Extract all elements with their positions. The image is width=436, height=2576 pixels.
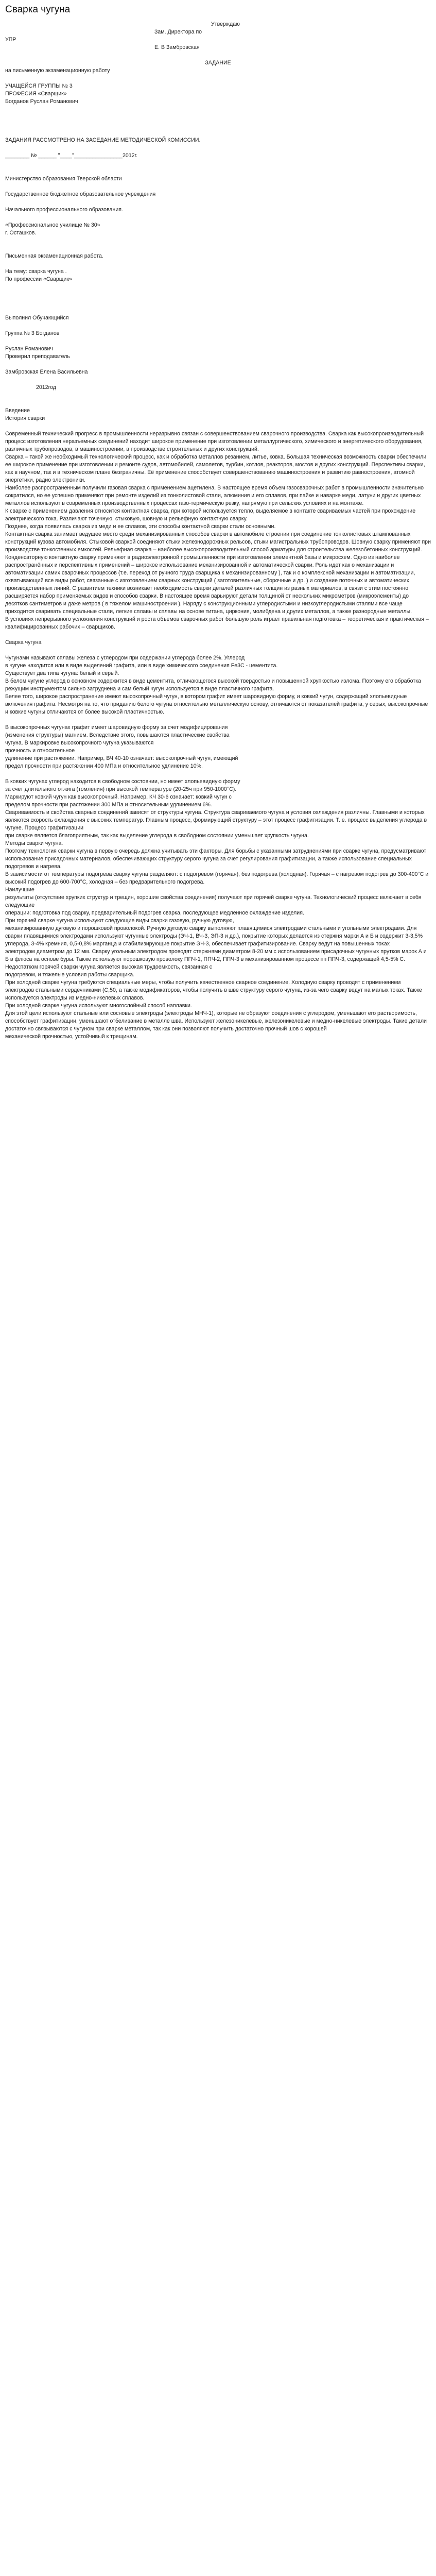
body-paragraph: результаты (отсутствие хрупких структур и трещин, хорошие свойства соединения) получают при горячей сварке чугуна. Технологический процесс включает в себя следующие: [5, 894, 423, 908]
commission-heading: ЗАДАНИЯ РАССМОТРЕНО НА ЗАСЕДАНИЕ МЕТОДИЧЕСКОЙ КОМИССИИ.: [5, 137, 201, 143]
section-title: Сварка чугуна: [5, 639, 42, 646]
exam-profession: По профессии «Сварщик»: [5, 276, 72, 282]
checker-label: Проверил преподаватель: [5, 353, 70, 360]
intro-paragraph: Наиболее распространенным получили газовая сварка с применением ацетилена. В настоящее время объем газосварочных работ в промышленности значительно сократился, но ее успешно применяют при ремонте изделий из тонколистовой стали, алюминия и его сплавов, при пайке и наварке меди, латуни и других цветных металлов используют в современных производственных процессах газо-термическую резку, напрямую при сельских условиях и на монтаже.: [5, 485, 426, 506]
exam-type: Письменная экзаменационная работа.: [5, 253, 103, 259]
body-paragraph: В ковких чугунах углерод находится в свободном состоянии, но имеет хлопьевидную форму: [5, 778, 240, 785]
body-paragraph: При горячей сварке чугуна используют следующие виды сварки газовую, ручную дуговую,: [5, 918, 234, 924]
checker-name: Замбровская Елена Васильевна: [5, 369, 88, 375]
toc-history: История сварки: [5, 415, 45, 421]
body-paragraph: Наилучшие: [5, 887, 34, 893]
body-paragraph: за счет длительного отжига (томления) при высокой температуре (20-25ч при 950-1000°C).: [5, 786, 237, 792]
body-paragraph: Для этой цели используют стальные или сосновые электроды (электроды МНЧ-1), которые не образуют соединения с углеродом, уменьшают его растворимость, способствует графитизации, уменьшают отбеливание в металле шва. Используют железоникелевые, железоникелевые и медно-никелевые электроды. Такие детали достаточно связываются с чугуном при сварке металлом, так как они позволяют получить достаточно прочный шов с хорошей: [5, 1010, 428, 1032]
body-paragraph: Свариваемость и свойства сварных соединений зависят от структуры чугуна. Структура свариваемого чугуна и условия охлаждения различны. Главными и которых являются скорость охлаждения с высоких температур. Главным процесс, формирующий структуру – этот процесс графитизации. Т. е. процесс выделения углерода в чугуне. Процесс графитизации: [5, 809, 429, 831]
body-paragraph: пределом прочности при растяжении 300 МПа и относительным удлинением 6%.: [5, 802, 212, 808]
body-paragraph: В высокопрочных чугунах графит имеет шаровидную форму за счет модифицирования: [5, 724, 228, 731]
ministry-line-2: Государственное бюджетное образовательное учреждения: [5, 191, 156, 197]
body-paragraph: Поэтому технология сварки чугуна в первую очередь должна учитывать эти факторы. Для борьбы с указанными затруднениями при сварке чугуна, предусматривают использование присадочных материалов, обеспечивающих структуру серого чугуна за счет регулирования графитизации, а также использование специальных подогревов и нагрева.: [5, 848, 428, 870]
body-paragraph: операции: подготовка под сварку, предварительный подогрев сварка, последующее медленное охлаждение изделия.: [5, 910, 304, 916]
body-paragraph: При холодной сварке чугуна используют многослойный способ наплавки.: [5, 1003, 192, 1009]
body-paragraph: удлинение при растяжении. Например, ВЧ 40-10 означает: высокопрочный чугун, имеющий: [5, 755, 238, 761]
upr-text: УПР: [5, 37, 16, 43]
body-paragraph: Белее того, широкое распространение имеют высокопрочный чугун, в котором графит имеет шаровидную форму, и ковкий чугун, содержащий хлопьевидные включения графита. Несмотря на то, что приданию белого чугуна относительно металлическую основу, отличаются от показателей графита, у серых, высокопрочные и ковкие чугуны отличаются от более высокой пластичностью.: [5, 693, 430, 715]
assignment-subtitle: на письменную экзаменационную работу: [5, 67, 110, 74]
body-paragraph: При холодной сварке чугуна требуются специальные меры, чтобы получить качественное сварное соединение. Холодную сварку проводят с применением электродов стальными сердечниками (С,50, а также модификаторов, чтобы получить в шве структуру серого чугуна, из-за чего сварку ведут на малых токах. Также используется электроды из медно-никелевых сплавов.: [5, 979, 424, 1001]
body-paragraph: Методы сварки чугуна.: [5, 840, 63, 846]
intro-paragraph: К сварке с применением давления относится контактная сварка, при которой используется тепло, выделяемое в контакте свариваемых частей при прохождение электрического тока. Различают точечную, стыковую, шовную и рельефную контактную сварку.: [5, 508, 417, 522]
body-paragraph: В белом чугуне углерод в основном содержится в виде цементита, отличающегося высокой твердостью и повышенной хрупкостью излома. Поэтому его обработка режущим инструментом сильно затруднена и сам белый чугун используется в виде пластичного графита.: [5, 678, 423, 692]
body-paragraph: электродом диаметром до 12 мм. Сварку угольным электродом проводят стержнями диаметром 8-20 мм с использованием присадочных чугунных прутков марок А и Б в флюса на основе буры. Также используют порошковую проволоку ППЧ-1, ППЧ-2, ППЧ-3 в механизированном процессе пп ППЧ-3, содержащей 4,5-5% С.: [5, 948, 428, 962]
ministry-line-5: г. Осташков.: [5, 230, 37, 236]
page-title: Сварка чугуна: [5, 4, 71, 15]
ministry-line-1: Министерство образования Тверской области: [5, 176, 122, 182]
body-paragraph: В зависимости от температуры подогрева сварку чугуна разделяют: с подогревом (горячая), без подогрева (холодная). Горячая – с нагревом подогрев до 300-400°C и высокий подогрев до 600-700°C, холодная – без предварительного подогрева.: [5, 871, 430, 885]
student-name: Богданов Руслан Романович: [5, 98, 78, 105]
commission-date: ________ № ______ "____"________________2012г.: [5, 152, 138, 159]
performer-name: Руслан Романович: [5, 346, 53, 352]
performer-label: Выполнил Обучающийся: [5, 315, 69, 321]
body-paragraph: предел прочности при растяжении 400 МПа и относительное удлинение 10%.: [5, 763, 203, 769]
ministry-line-3: Начального профессионального образования.: [5, 207, 123, 213]
director-name: Е. В Замбровская: [154, 44, 200, 50]
body-paragraph: при сварке является благоприятным, так как выделение углерода в свободном состоянии уменьшает хрупкость чугуна.: [5, 833, 309, 839]
body-paragraph: чугуна. В маркировке высокопрочного чугуна указываются: [5, 740, 154, 746]
profession: ПРОФЕСИЯ «Сварщик»: [5, 91, 67, 97]
body-paragraph: в чугуне находится или в виде выделений графита, или в виде химического соединения Fe3C - цементита.: [5, 663, 278, 669]
intro-paragraph: Сварка – такой же необходимый технологический процесс, как и обработка металлов резанием, литье, ковка. Большая техническая возможность сварки обеспечили ее широкое применение при изготовлении и ремонте судов, автомобилей, самолетов, турбин, котлов, реакторов, мостов и других конструкций. Перспективы сварки, как в научном, так и в техническом плане безграничны. Её применение способствует совершенствованию машиностроения и развитию равностроения, атомной энергетики, радио электроники.: [5, 454, 428, 483]
body-paragraph: Чугунами называют сплавы железа с углеродом при содержании углерода более 2%. Углерод: [5, 655, 245, 661]
body-paragraph: (изменения структуры) магнием. Вследствие этого, повышаются пластические свойства: [5, 732, 230, 738]
intro-paragraph: В условиях непрерывного усложнения конструкций и роста объемов сварочных работ большую роль играет правильная подготовка – теоретическая и практическая – квалифицированных рабочих – сварщиков.: [5, 616, 430, 630]
body-paragraph: прочность и относительное: [5, 748, 75, 754]
body-paragraph: Существует два типа чугуна: белый и серый.: [5, 670, 119, 676]
performer-group: Группа № 3 Богданов: [5, 330, 60, 336]
body-paragraph: механизированную дуговую и порошковой проволокой. Ручную дуговую сварку выполняют плавящимися электродами стальными и угольными электродами. Для сварки плавящимися электродами используют чугунные электроды (ЭЧ-1, ВЧ-3, ЭП-3 и др.), покрытие которых делается из стержня марки А и Б и содержит 3-3,5% углерода, 3-4% кремния, 0,5-0,8% марганца и стабилизирующие покрытие ЭЧ-3, обеспечивает графитизирование. Сварку ведут на повышенных токах: [5, 925, 424, 947]
body-paragraph: подогревом, и тяжелые условия работы сварщика.: [5, 972, 135, 978]
document-year: 2012год: [36, 384, 57, 391]
ministry-line-4: «Профессиональное училище № 30»: [5, 222, 100, 228]
document-body: [5, 21, 431, 1041]
intro-paragraph: Современный технический прогресс в промышленности неразрывно связан с совершенствованием сварочного производства. Сварка как высокопроизводительный процесс изготовления неразъемных соединений находит широкое применение при изготовлении металлургического, химического и энергетического оборудования, различных трубопроводов, в машиностроении, в производстве строительных и других конструкций.: [5, 431, 425, 452]
intro-paragraph: Контактная сварка занимает ведущее место среди механизированных способов сварки в автомобиле строении при соединение тонколистовых штампованных конструкций кузова автомобиля. Стыковой сваркой соединяют стыки железнодорожных рельсов, стыки магистральных трубопроводов. Шовную сварку применяют при производстве тонкостенных емкостей. Рельефная сварка – наиболее высокопроизводительный способ арматуры для строительства железобетонных конструкций. Конденсаторную контактную сварку применяют в радиоэлектронной промышленности при изготовлении элементной базы и микросхем. Одно из наиболее распространённых и перспективных применений – широкое использование механизированной и автоматической сварки. Роль идет как о механизации и автоматизации самих сварочных процессов (т.е. переход от ручного труда сварщика к механизированному ), так и о комплексной механизации и автоматизации, охватывающий все виды работ, связанные с изготовлением сварных конструкций ( заготовительные, сборочные и др. ) и создание поточных и автоматических производственных линий. С развитием техники возникает необходимость сварки деталей различных толщин из разных материалов, в связи с этим постоянно расширяется набор применяемых видов и способов сварки. В настоящее время варьируют детали толщиной от нескольких микрометров (микроэлементы) до десятков сантиметров и даже метров ( в тяжелом машиностроении ). Наряду с конструкционными углеродистыми и низкоуглеродистыми сталями все чаще приходится сваривать специальные стали, легкие сплавы и сплавы на основе титана, циркония, молибдена и других металлов, а также разнородные металлы.: [5, 531, 432, 615]
student-group: УЧАЩЕЙСЯ ГРУППЫ № 3: [5, 83, 73, 89]
body-paragraph: Маркируют ковкий чугун как высокопрочный. Например, КЧ 30-6 означает: ковкий чугун с: [5, 794, 232, 800]
toc-intro: Введение: [5, 408, 30, 414]
body-paragraph: механической прочностью, устойчивый к трещинам.: [5, 1033, 138, 1040]
intro-paragraph: Позднее, когда появилась сварка из меди и ее сплавов, эти способы контактной сварки стали основными.: [5, 523, 276, 530]
exam-topic: На тему: сварка чугуна .: [5, 268, 67, 275]
body-paragraph: Недостатком горячей сварки чугуна является высокая трудоемкость, связанная с: [5, 964, 213, 970]
assignment-title: ЗАДАНИЕ: [205, 60, 231, 66]
approve-text: Утверждаю: [211, 21, 240, 27]
deputy-text: Зам. Директора по: [154, 29, 202, 35]
